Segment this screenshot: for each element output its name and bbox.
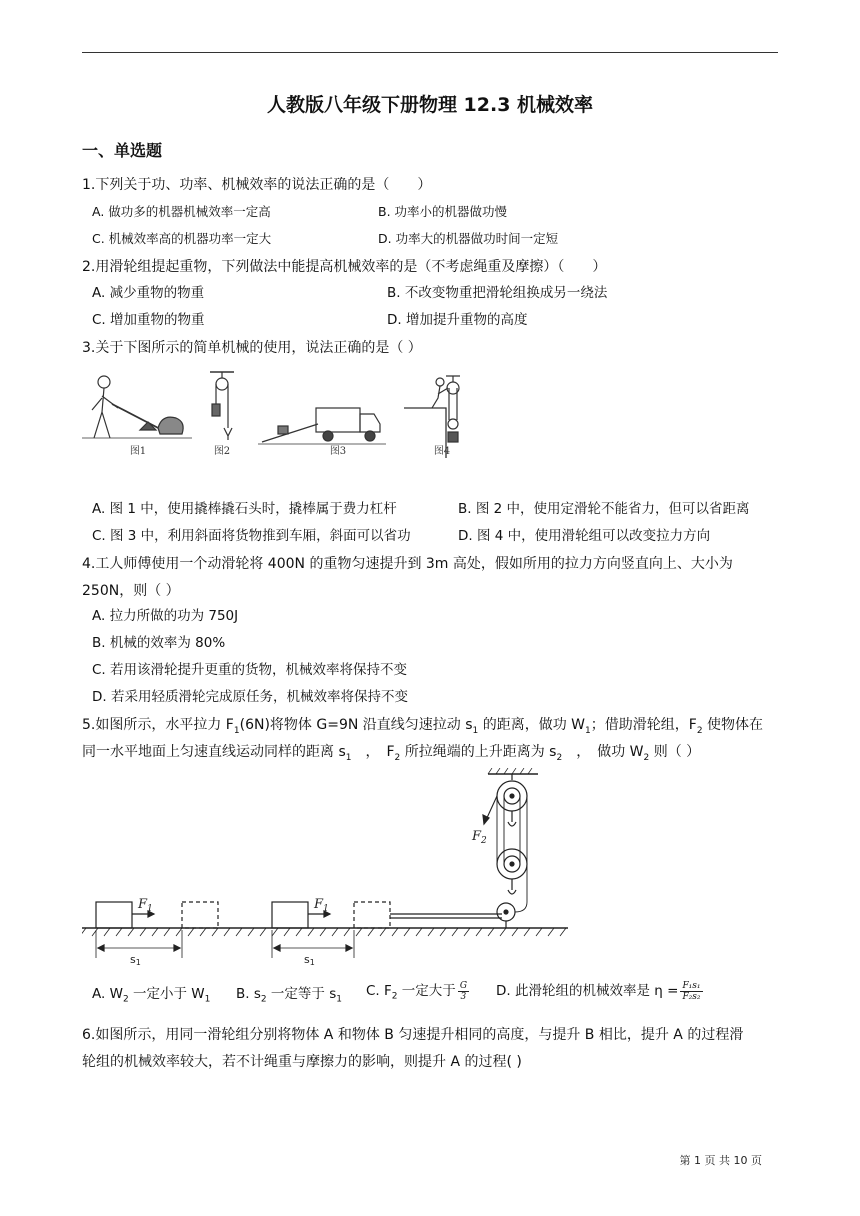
question-3-stem: 3.关于下图所示的简单机械的使用，说法正确的是（ ）: [82, 340, 422, 356]
section-heading: 一、单选题: [82, 141, 163, 160]
q5-option-a: A. $W_2$ 一定小于 $W_1$: [92, 986, 211, 1005]
question-5-stem-line1: 5.如图所示，水平拉力 $F_1(6N)$将物体 G=9N 沿直线匀速拉动 $s_1$ 的距离，做功 $W_1$；借助滑轮组，$F_2$ 使物体在: [82, 717, 763, 736]
page-title: 人教版八年级下册物理 12.3 机械效率: [266, 94, 594, 116]
fig4-label: 图4: [433, 446, 451, 457]
fraction-g-over-3: $\frac{G}{3}$: [459, 980, 468, 1002]
fig-right-s1-label: s1: [304, 953, 315, 967]
q2-option-a: A. 减少重物的物重: [92, 285, 205, 301]
q4-option-d: D. 若采用轻质滑轮完成原任务，机械效率将保持不变: [92, 689, 408, 705]
fig-f2-label: $F_2$: [472, 829, 487, 846]
q4-option-c: C. 若用该滑轮提升更重的货物，机械效率将保持不变: [92, 662, 408, 678]
question-1-stem: 1.下列关于功、功率、机械效率的说法正确的是（ ）: [82, 177, 432, 193]
q1-option-c: C. 机械效率高的机器功率一定大: [92, 231, 272, 246]
efficiency-fraction: $\frac{\text{F₁s₁}}{\text{F₂s₂}}$: [682, 980, 701, 1002]
question-5-stem-line2: 同一水平地面上匀速直线运动同样的距离 $s_1$ ， $F_2$ 所拉绳端的上升距离为 $s_2$ ， 做功 $W_2$ 则（ ）: [82, 744, 701, 763]
fig-left-s1-label: s1: [130, 953, 141, 967]
q3-figures: [82, 368, 482, 460]
q3-option-a: A. 图 1 中，使用撬棒撬石头时，撬棒属于费力杠杆: [92, 501, 397, 517]
q1-option-b: B. 功率小的机器做功慢: [378, 204, 508, 219]
q5-option-c: C. $F_2$ 一定大于 $\frac{G}{3}$: [366, 980, 468, 1002]
fig-left-f1-label: $F_1$: [138, 897, 153, 914]
q4-option-b: B. 机械的效率为 80%: [92, 635, 226, 651]
question-6-stem-line1: 6.如图所示，用同一滑轮组分别将物体 A 和物体 B 匀速提升相同的高度，与提升 B 相比，提升 A 的过程滑: [82, 1027, 744, 1043]
question-4-stem-line2: 250N，则（ ）: [82, 583, 180, 599]
q3-option-b: B. 图 2 中，使用定滑轮不能省力，但可以省距离: [458, 501, 750, 517]
q2-option-b: B. 不改变物重把滑轮组换成另一绕法: [387, 285, 608, 301]
q5-option-d: D. 此滑轮组的机械效率是 η = $\frac{\text{F₁s₁}}{\text{F₂s₂}}$: [496, 980, 701, 1002]
q2-option-c: C. 增加重物的物重: [92, 312, 205, 328]
q4-option-a: A. 拉力所做的功为 750J: [92, 608, 239, 624]
q1-option-d: D. 功率大的机器做功时间一定短: [378, 231, 559, 246]
fig3-label: 图3: [329, 446, 347, 457]
q5-option-b: B. $s_2$ 一定等于 $s_1$: [236, 986, 342, 1005]
fig1-crowbar-drawing: [82, 376, 192, 438]
fig4-pulley-block-drawing: [404, 376, 460, 458]
fig2-label: 图2: [213, 446, 231, 457]
q5-figure: [82, 768, 572, 970]
fig-right-f1-label: $F_1$: [314, 897, 329, 914]
question-6-stem-line2: 轮组的机械效率较大，若不计绳重与摩擦力的影响，则提升 A 的过程( ): [82, 1054, 522, 1070]
q2-option-d: D. 增加提升重物的高度: [387, 312, 528, 328]
header-rule: [82, 52, 778, 53]
fig3-truck-ramp-drawing: [258, 408, 386, 444]
question-2-stem: 2.用滑轮组提起重物，下列做法中能提高机械效率的是（不考虑绳重及摩擦）（ ）: [82, 259, 607, 275]
q3-option-c: C. 图 3 中，利用斜面将货物推到车厢，斜面可以省功: [92, 528, 411, 544]
page-footer: 第 1 页 共 10 页: [679, 1154, 762, 1167]
q3-option-d: D. 图 4 中，使用滑轮组可以改变拉力方向: [458, 528, 711, 544]
fig2-fixed-pulley-drawing: [210, 372, 234, 440]
q1-option-a: A. 做功多的机器机械效率一定高: [92, 204, 271, 219]
question-4-stem-line1: 4.工人师傅使用一个动滑轮将 400N 的重物匀速提升到 3m 高处，假如所用的拉力方向竖直向上、大小为: [82, 556, 733, 572]
fig1-label: 图1: [129, 446, 147, 457]
